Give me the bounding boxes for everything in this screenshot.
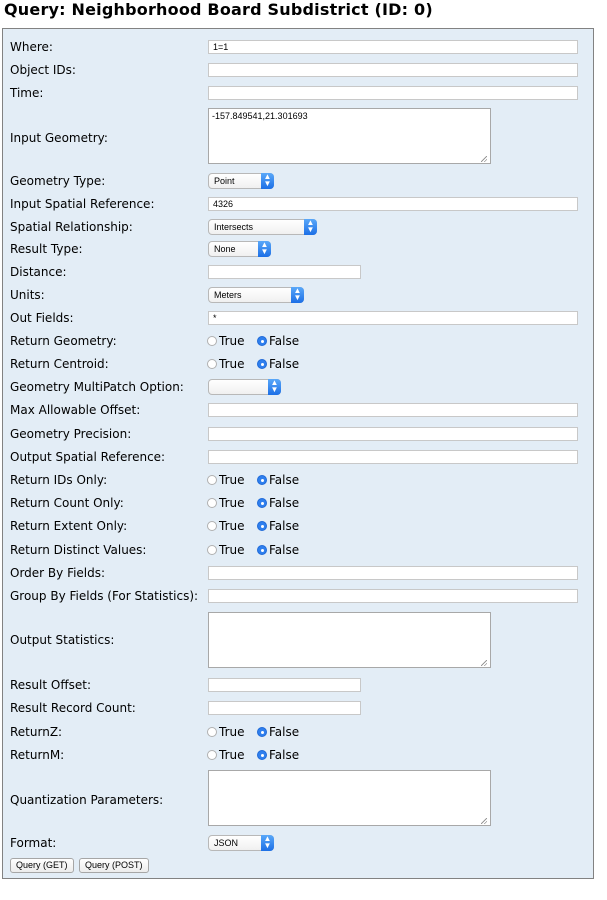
output-statistics-textarea[interactable]: [208, 612, 491, 668]
units-label: Units:: [10, 288, 45, 302]
output-sr-label: Output Spatial Reference:: [10, 450, 166, 464]
where-label: Where:: [10, 40, 53, 54]
radio-unchecked-icon: [207, 498, 217, 508]
chevron-updown-icon: ▲ ▼: [304, 219, 317, 235]
return-extent-only-label: Return Extent Only:: [10, 519, 128, 533]
radio-checked-icon: [257, 727, 267, 737]
return-distinct-label: Return Distinct Values:: [10, 543, 147, 557]
return-ids-only-label: Return IDs Only:: [10, 473, 108, 487]
distance-input[interactable]: [208, 265, 361, 279]
return-extent-only-true-radio[interactable]: [207, 519, 245, 533]
radio-unchecked-icon: [207, 727, 217, 737]
false-label: False: [269, 519, 300, 533]
true-label: True: [219, 543, 245, 557]
max-offset-input[interactable]: [208, 403, 578, 417]
order-by-input[interactable]: [208, 566, 578, 580]
radio-unchecked-icon: [207, 750, 217, 760]
true-label: True: [219, 519, 245, 533]
return-m-label: ReturnM:: [10, 748, 65, 762]
return-extent-only-false-radio[interactable]: [257, 519, 299, 533]
false-label: False: [269, 357, 300, 371]
false-label: False: [269, 543, 300, 557]
geometry-precision-input[interactable]: [208, 427, 578, 441]
input-sr-input[interactable]: [208, 197, 578, 211]
spatial-rel-select[interactable]: [208, 219, 317, 235]
return-ids-only-false-radio[interactable]: [257, 473, 299, 487]
chevron-updown-icon: ▲ ▼: [261, 835, 274, 851]
distance-label: Distance:: [10, 265, 67, 279]
true-label: True: [219, 473, 245, 487]
out-fields-label: Out Fields:: [10, 311, 74, 325]
geometry-precision-label: Geometry Precision:: [10, 427, 132, 441]
radio-checked-icon: [257, 545, 267, 555]
return-count-only-false-radio[interactable]: [257, 496, 299, 510]
result-type-select[interactable]: [208, 241, 271, 257]
max-offset-label: Max Allowable Offset:: [10, 403, 141, 417]
return-geometry-true-radio[interactable]: [207, 334, 245, 348]
result-type-value: None: [214, 244, 236, 254]
return-m-false-radio[interactable]: [257, 748, 299, 762]
true-label: True: [219, 496, 245, 510]
return-m-true-radio[interactable]: [207, 748, 245, 762]
page-title: Query: Neighborhood Board Subdistrict (ID: 0): [4, 0, 433, 19]
return-count-only-label: Return Count Only:: [10, 496, 124, 510]
return-centroid-label: Return Centroid:: [10, 357, 109, 371]
return-z-true-radio[interactable]: [207, 725, 245, 739]
false-label: False: [269, 334, 300, 348]
return-distinct-true-radio[interactable]: [207, 543, 245, 557]
radio-checked-icon: [257, 750, 267, 760]
result-offset-input[interactable]: [208, 678, 361, 692]
return-count-only-true-radio[interactable]: [207, 496, 245, 510]
out-fields-input[interactable]: [208, 311, 578, 325]
true-label: True: [219, 357, 245, 371]
where-input[interactable]: [208, 40, 578, 54]
radio-checked-icon: [257, 359, 267, 369]
group-by-label: Group By Fields (For Statistics):: [10, 589, 199, 603]
geometry-type-label: Geometry Type:: [10, 174, 106, 188]
return-z-label: ReturnZ:: [10, 725, 63, 739]
input-sr-label: Input Spatial Reference:: [10, 197, 155, 211]
group-by-input[interactable]: [208, 589, 578, 603]
radio-checked-icon: [257, 336, 267, 346]
chevron-updown-icon: ▲ ▼: [268, 379, 281, 395]
spatial-rel-label: Spatial Relationship:: [10, 220, 133, 234]
resize-grip-icon[interactable]: [481, 156, 487, 162]
radio-unchecked-icon: [207, 475, 217, 485]
return-centroid-false-radio[interactable]: [257, 357, 299, 371]
spatial-rel-value: Intersects: [214, 222, 254, 232]
chevron-updown-icon: ▲ ▼: [258, 241, 271, 257]
false-label: False: [269, 725, 300, 739]
format-label: Format:: [10, 836, 57, 850]
radio-unchecked-icon: [207, 521, 217, 531]
radio-checked-icon: [257, 521, 267, 531]
units-value: Meters: [214, 290, 242, 300]
true-label: True: [219, 725, 245, 739]
radio-unchecked-icon: [207, 336, 217, 346]
format-select[interactable]: [208, 835, 274, 851]
result-type-label: Result Type:: [10, 242, 83, 256]
output-sr-input[interactable]: [208, 450, 578, 464]
return-centroid-true-radio[interactable]: [207, 357, 245, 371]
radio-checked-icon: [257, 498, 267, 508]
false-label: False: [269, 496, 300, 510]
result-record-count-input[interactable]: [208, 701, 361, 715]
input-geometry-label: Input Geometry:: [10, 131, 108, 145]
geometry-type-select[interactable]: [208, 173, 274, 189]
multipatch-label: Geometry MultiPatch Option:: [10, 380, 184, 394]
false-label: False: [269, 473, 300, 487]
quantization-textarea[interactable]: [208, 770, 491, 826]
return-geometry-label: Return Geometry:: [10, 334, 117, 348]
geometry-type-value: Point: [214, 176, 235, 186]
radio-checked-icon: [257, 475, 267, 485]
return-z-false-radio[interactable]: [257, 725, 299, 739]
query-get-button[interactable]: Query (GET): [10, 858, 74, 873]
object-ids-input[interactable]: [208, 63, 578, 77]
time-label: Time:: [10, 86, 44, 100]
true-label: True: [219, 334, 245, 348]
chevron-updown-icon: ▲ ▼: [261, 173, 274, 189]
resize-grip-icon[interactable]: [481, 818, 487, 824]
chevron-updown-icon: ▲ ▼: [291, 287, 304, 303]
resize-grip-icon[interactable]: [481, 660, 487, 666]
time-input[interactable]: [208, 86, 578, 100]
quantization-label: Quantization Parameters:: [10, 793, 164, 807]
units-select[interactable]: [208, 287, 304, 303]
format-value: JSON: [214, 838, 239, 848]
order-by-label: Order By Fields:: [10, 566, 106, 580]
true-label: True: [219, 748, 245, 762]
false-label: False: [269, 748, 300, 762]
query-post-button[interactable]: Query (POST): [79, 858, 149, 873]
result-record-count-label: Result Record Count:: [10, 701, 136, 715]
return-distinct-false-radio[interactable]: [257, 543, 299, 557]
return-geometry-false-radio[interactable]: [257, 334, 299, 348]
result-offset-label: Result Offset:: [10, 678, 91, 692]
query-form: [2, 28, 594, 879]
return-ids-only-true-radio[interactable]: [207, 473, 245, 487]
multipatch-select[interactable]: [208, 379, 281, 395]
radio-unchecked-icon: [207, 545, 217, 555]
input-geometry-textarea[interactable]: [208, 108, 491, 164]
output-statistics-label: Output Statistics:: [10, 633, 115, 647]
radio-unchecked-icon: [207, 359, 217, 369]
object-ids-label: Object IDs:: [10, 63, 76, 77]
